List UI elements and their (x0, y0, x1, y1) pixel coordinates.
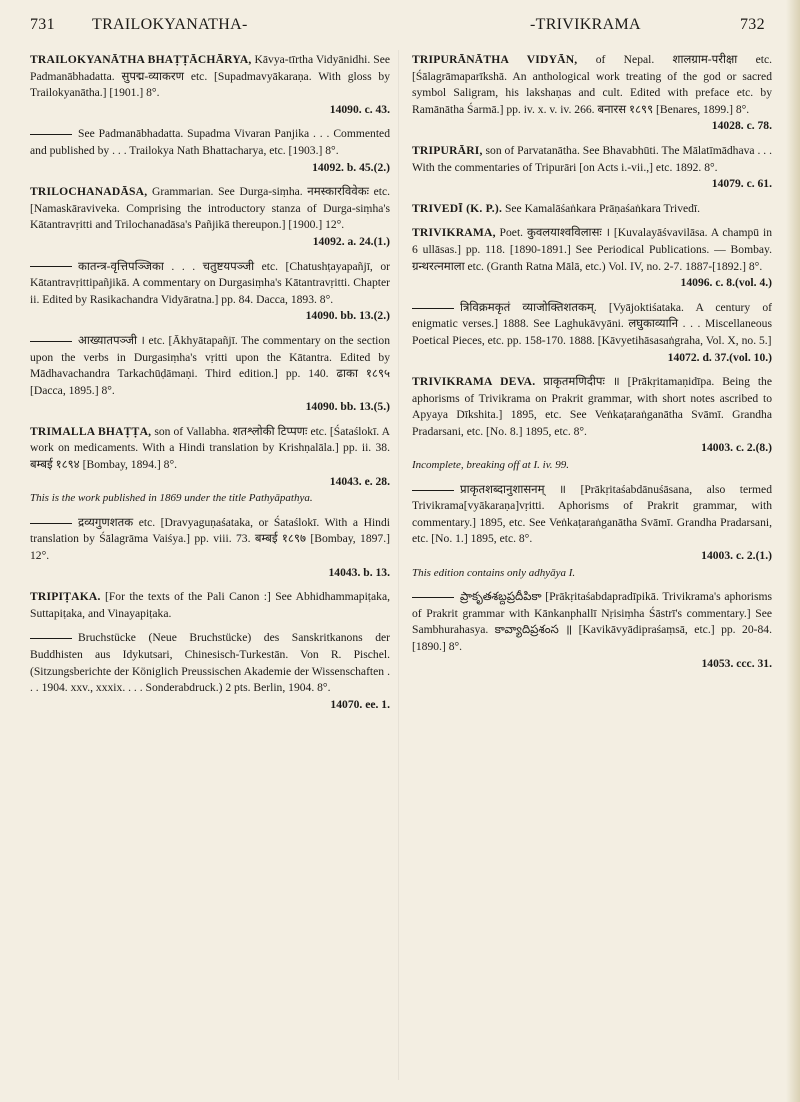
entry-heading: TRIVIKRAMA DEVA. (412, 375, 536, 389)
entry-text: Grammarian. See Durga-siṃha. नमस्कारविवेकः etc. [Namaskāraviveka. Comprising the introductory stanza of Durga-siṃha's Kātantravṛitti and Trilochanadāsa's Pañjikā thereupon.] [1900.] 12°. (30, 185, 390, 232)
left-column (30, 52, 390, 1082)
shelf-mark: 14053. ccc. 31. (701, 656, 772, 670)
catalogue-entry (30, 184, 390, 250)
entry-text: प्राकृतशब्दानुशासनम् ॥ [Prākṛitaśabdānuśāsana, also termed Trivikrama[vyākaraṇa]vṛitti. Aphorisms of Prakrit grammar, with commentary.] 1895, etc. See Veṅkaṭaraṅganātha Svāmī. Grandha Pradarsani, etc. [No. 1.] 1895, etc. 8°. (412, 482, 772, 546)
entry-repeat-dash (30, 523, 72, 524)
shelf-mark: 14090. bb. 13.(2.) (305, 309, 390, 323)
entry-repeat-dash (30, 134, 72, 135)
catalogue-entry (30, 259, 390, 325)
entry-text: द्रव्यगुणशतक etc. [Dravyaguṇaśataka, or Śataślokī. With a Hindi translation by Śālagrāma Vaiśya.] pp. viii. 73. बम्बई १८९७ [Bombay, 1897.] 12°. (30, 515, 390, 563)
catalogue-entry (30, 126, 390, 176)
entry-repeat-dash (30, 266, 72, 267)
running-header (0, 8, 800, 38)
page-number-left: 731 (30, 16, 55, 33)
entry-repeat-dash (412, 308, 454, 309)
shelf-mark: 14003. c. 2.(8.) (701, 441, 772, 455)
shelf-mark: 14003. c. 2.(1.) (701, 549, 772, 563)
entry-text: of Nepal. शालग्राम-परीक्षा etc. [Śālagrāmaparīkshā. An anthological work treating of the god or sacred symbol Saligram, his lakshaṇas and cult. Edited with preface etc. by Ramānātha Śarmā.] pp. iv. x. v. iv. 266. बनारस १८९९ [Benares, 1899.] 8°. (412, 53, 772, 116)
entry-text: See Kamalāśaṅkara Prāṇaśaṅkara Trivedī. (502, 201, 701, 215)
shelf-mark: 14028. c. 78. (711, 119, 772, 133)
entry-heading: TRILOCHANADĀSA, (30, 185, 148, 199)
shelf-mark: 14096. c. 8.(vol. 4.) (680, 276, 772, 290)
catalogue-entry (30, 630, 390, 713)
entry-text: Kāvya-tīrtha Vidyānidhi. See Padmanābhadatta. सुपद्म-व्याकरण etc. [Supadmavyākaraṇa. With gloss by Trailokyanātha.] [1901.] 8°. (30, 53, 390, 100)
shelf-mark: 14079. c. 61. (711, 177, 772, 191)
entry-heading: TRIVIKRAMA, (412, 226, 496, 240)
entry-note: This is the work published in 1869 under the title Pathyāpathya. (30, 492, 313, 505)
catalogue-entry (30, 52, 390, 118)
entry-repeat-dash (30, 638, 72, 639)
right-column (412, 52, 772, 1082)
entry-heading: TRIPIṬAKA. (30, 590, 101, 604)
catalogue-entry (412, 300, 772, 366)
catalogue-entry (412, 52, 772, 135)
entry-repeat-dash (412, 490, 454, 491)
entry-heading: TRIPURĀNĀTHA VIDYĀN, (412, 53, 578, 66)
running-head-right: -TRIVIKRAMA (530, 16, 641, 33)
catalogue-entry (412, 482, 772, 582)
entry-text: कातन्त्र-वृत्तिपञ्जिका . . . चतुष्टयपञ्जी etc. [Chatushṭayapañjī, or Kātantravṛittipañjikā. A commentary on Durgasiṃha's Kātantravṛitti. Chapter ii. Edited by Rasikachandra Vidyāratna.] pp. 84. Dacca, 1893. 8°. (30, 259, 390, 306)
page-edge-shadow (786, 0, 800, 1102)
shelf-mark: 14090. c. 43. (329, 102, 390, 116)
entry-text: प्राकृतमणिदीपः ॥ [Prākṛitamaṇidīpa. Being the aphorisms of Trivikrama on Prakrit grammar, with short notes ascribed to Apyaya Dīkshita.] 1895, etc. See Veṅkaṭaraṅganātha Svāmī. Grandha Pradarsani, etc. [No. 8.] 1895, etc. 8°. (412, 375, 772, 438)
column-gutter (398, 50, 399, 1080)
shelf-mark: 14070. ee. 1. (330, 697, 390, 711)
entry-heading: TRIVEDĪ (K. P.). (412, 201, 503, 215)
shelf-mark: 14043. b. 13. (328, 565, 390, 579)
page-number-right: 732 (740, 16, 765, 33)
catalogue-entry (412, 589, 772, 672)
entry-text: ప్రాకృతశబ్దప్రదీపికా [Prākṛitaśabdapradīpikā. Trivikrama's aphorisms of Prakrit grammar with Kānkanphallī Nṛisiṃha Śāstrī's commentary.] See Sambhurahasya. కావ్యాదిప్రశంస ॥ [Kavikāvyādipraśaṃsā, etc.] pp. 20-84. [1890.] 8°. (412, 590, 772, 653)
entry-text: [For the texts of the Pali Canon :] See Abhidhammapiṭaka, Suttapiṭaka, and Vinayapiṭaka. (30, 590, 390, 620)
catalogue-entry (412, 143, 772, 193)
entry-repeat-dash (412, 597, 454, 598)
entry-text: See Padmanābhadatta. Supadma Vivaran Panjika . . . Commented and published by . . . Trailokya Nath Bhattacharya, etc. [1903.] 8°. (30, 127, 390, 157)
running-head-left: TRAILOKYANATHA- (92, 16, 248, 33)
catalogue-entry (30, 515, 390, 581)
catalogue-entry (30, 589, 390, 622)
shelf-mark: 14072. d. 37.(vol. 10.) (667, 350, 772, 364)
entry-note: This edition contains only adhyāya I. (412, 566, 576, 579)
shelf-mark: 14043. e. 28. (329, 474, 390, 488)
catalogue-entry (412, 201, 772, 218)
entry-text: Poet. कुवलयाश्वविलासः । [Kuvalayāśvavilāsa. A champū in 6 ullāsas.] pp. 118. [1890-1891.] See Periodical Publications. — Bombay. ग्रन्थरत्नमाला etc. (Granth Ratna Mālā, etc.) Vol. IV, no. 2-7. 1887-[1892.] 8°. (412, 226, 772, 273)
catalogue-entry (30, 424, 390, 507)
entry-heading: TRAILOKYANĀTHA BHAṬṬĀCHĀRYA, (30, 53, 252, 66)
catalogue-entry (30, 333, 390, 416)
shelf-mark: 14090. bb. 13.(5.) (305, 400, 390, 414)
entry-repeat-dash (30, 341, 72, 342)
entry-text: त्रिविक्रमकृतं व्याजोक्तिशतकम्. [Vyājoktiśataka. A century of enigmatic verses.] 1888. See Laghukāvyāni. लघुकाव्यानि . . . Miscellaneous Poetical Pieces, etc. pp. 158-170. 1888. [Kāvyetihāsasaṅgraha, Vol. X, no. 5.] (412, 300, 772, 347)
entry-text: son of Parvatanātha. See Bhavabhūti. The Mālatīmādhava . . . With the commentaries of Tripurāri [on Acts i.-vii.,] etc. 1892. 8°. (412, 143, 772, 174)
entry-text: son of Vallabha. शतश्लोकी टिप्पणः etc. [Śataślokī. A work on medicaments. With a Hindi translation by Krishṇalāla.] pp. ii. 38. बम्बई १८९४ [Bombay, 1894.] 8°. (30, 424, 390, 472)
catalogue-entry (412, 374, 772, 474)
entry-note: Incomplete, breaking off at I. iv. 99. (412, 459, 570, 472)
shelf-mark: 14092. b. 45.(2.) (312, 160, 390, 174)
entry-heading: TRIPURĀRI, (412, 143, 483, 157)
catalogue-entry (412, 225, 772, 291)
entry-text: Bruchstücke (Neue Bruchstücke) des Sanskritkanons der Buddhisten aus Idykutsari, Chinesisch-Turkestān. Von R. Pischel. (Sitzungsberichte der Königlich Preussischen Akademie der Wissenschaften . . . 1904. xxv., xxxix. . . . Sonderabdruck.) 2 pts. Berlin, 1904. 8°. (30, 631, 390, 695)
entry-text: आख्यातपञ्जी । etc. [Ākhyātapañjī. The commentary on the section upon the verbs in Durgasiṃha's vṛitti upon the Kātantra. Edited by Mādhavachandra Tarkachūḍāmaṇi. Third edition.] pp. 140. ढाका १८९५ [Dacca, 1895.] 8°. (30, 333, 390, 397)
shelf-mark: 14092. a. 24.(1.) (312, 234, 390, 248)
entry-heading: TRIMALLA BHAṬṬA, (30, 424, 152, 438)
